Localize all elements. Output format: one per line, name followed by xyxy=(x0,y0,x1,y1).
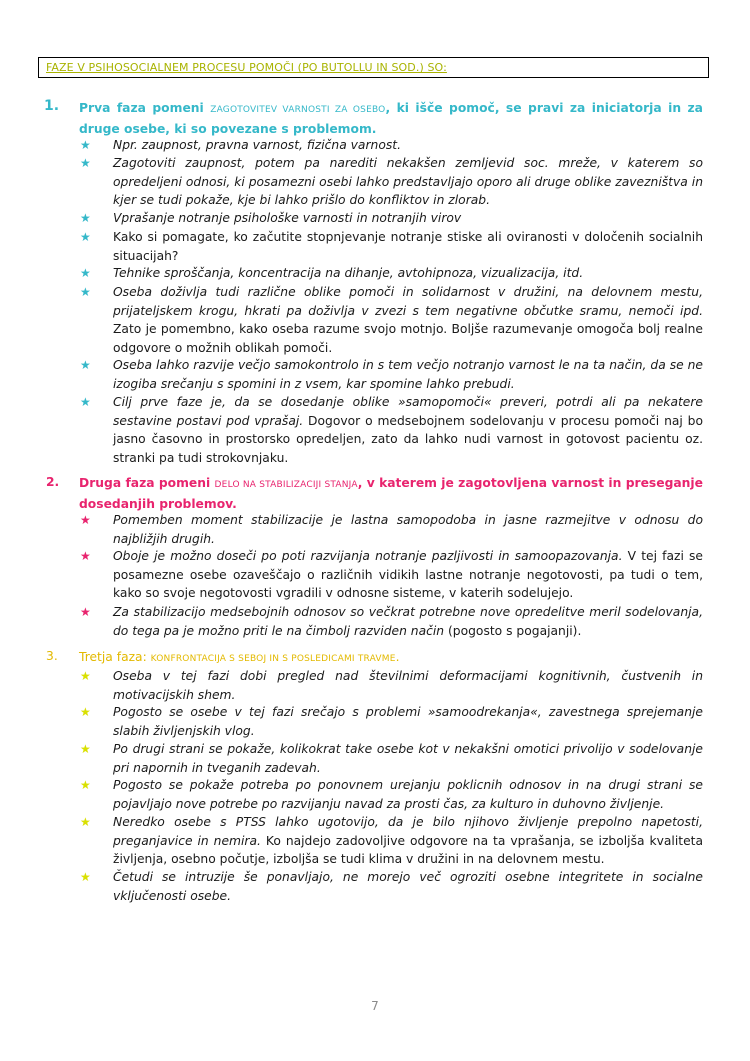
item-italic: Npr. zaupnost, pravna varnost, fizična varnost. xyxy=(113,138,401,152)
item-plain: Zato je pomembno, kako oseba razume svojo motnjo. Boljše razumevanje omogoča bolj realne odgovore o možnih oblikah pomoči. xyxy=(113,322,703,355)
list-item-text xyxy=(113,740,703,777)
item-plain: V tej fazi se posamezne osebe ozaveščajo o različnih vidikih lastne notranje negotovosti, pa tudi o tem, kako so svoje negotovosti vgradili v odnosne sisteme, v katerih sodelujejo. xyxy=(113,549,703,600)
section-3-number: 3. xyxy=(46,649,58,663)
star-bullet-icon: ★ xyxy=(80,358,91,372)
section-1-number: 1. xyxy=(44,98,60,114)
list-item-text xyxy=(113,511,703,548)
list-item-text xyxy=(113,603,703,640)
item-plain: Ko najdejo zadovoljive odgovore na ta vprašanja, se izboljša kvaliteta življenja, osebno počutje, izboljša se tudi klima v družini in na delovnem mestu. xyxy=(113,833,703,866)
list-item-text xyxy=(113,703,703,740)
item-italic: Pogosto se pokaže potreba po ponovnem urejanju poklicnih odnosov in na drugi strani se pojavljajo nove potrebe po razvijanju navad za prosti čas, za kulturo in duhovno življenje. xyxy=(113,778,703,811)
section-1-heading-caps: ZAGOTOVITEV VARNOSTI ZA OSEBO xyxy=(210,105,386,115)
star-bullet-icon: ★ xyxy=(80,778,91,792)
list-item-text xyxy=(113,228,703,265)
list-item-text xyxy=(113,209,703,228)
list-item-text xyxy=(113,776,703,813)
list-item-text xyxy=(113,283,703,357)
item-italic: Četudi se intruzije še ponavljajo, ne morejo več ogroziti osebne integritete in socialne vključenosti osebe. xyxy=(113,870,703,903)
item-italic: Pogosto se osebe v tej fazi srečajo s problemi »samoodrekanja«, zavestnega sprejemanje slabih življenjskih vlog. xyxy=(113,705,703,738)
section-1-heading xyxy=(79,99,703,138)
section-2-heading-b: , v katerem je zagotovljena varnost in preseganje dosedanjih problemov. xyxy=(79,476,703,511)
item-italic: Oseba v tej fazi dobi pregled nad številnimi deformacijami kognitivnih, čustvenih in motivacijskih shem. xyxy=(113,669,703,702)
section-2-heading-caps: DELO NA STABILIZACIJI STANJA xyxy=(214,480,358,490)
list-item-text xyxy=(113,264,703,283)
item-italic: Oseba doživlja tudi različne oblike pomoči in solidarnost v družini, na delovnem mestu, prijateljskem krogu, hkrati pa doživlja v zvezi s tem negativne občutke sramu, nemoči ipd. xyxy=(113,285,703,318)
list-item-text xyxy=(113,667,703,704)
item-plain: (pogosto s pogajanji). xyxy=(444,623,582,638)
list-item-text xyxy=(113,547,703,603)
star-bullet-icon: ★ xyxy=(80,742,91,756)
star-bullet-icon: ★ xyxy=(80,211,91,225)
star-bullet-icon: ★ xyxy=(80,138,91,152)
star-bullet-icon: ★ xyxy=(80,870,91,884)
list-item-text xyxy=(113,154,703,210)
star-bullet-icon: ★ xyxy=(80,156,91,170)
section-1-heading-a: Prva faza pomeni xyxy=(79,101,211,115)
page-number: 7 xyxy=(371,999,379,1013)
section-3-heading xyxy=(79,648,703,669)
item-italic: Vprašanje notranje psihološke varnosti in notranjih virov xyxy=(113,211,462,225)
section-3-heading-b: . xyxy=(395,650,400,664)
item-italic: Neredko osebe s PTSS lahko ugotovijo, da je bilo njihovo življenje prepolno napetosti, preganjavice in nemira. xyxy=(113,815,703,848)
page-title: FAZE V PSIHOSOCIALNEM PROCESU POMOČI (PO BUTOLLU IN SOD.) SO: xyxy=(46,61,447,74)
item-italic: Po drugi strani se pokaže, kolikokrat take osebe kot v nekakšni omotici privolijo v sodelovanje pri napornih in tveganih zadevah. xyxy=(113,742,703,775)
item-italic: Oseba lahko razvije večjo samokontrolo in s tem večjo notranjo varnost le na ta način, da se ne izogiba srečanju s spomini in z vsem, kar spomine lahko prebudi. xyxy=(113,358,703,391)
item-plain: Dogovor o medsebojnem sodelovanju v procesu pomoči naj bo jasno časovno in prostorsko opredeljen, zato da lahko nudi varnost in gotovost pacientu oz. stranki pa tudi strokovnjaku. xyxy=(113,413,703,465)
star-bullet-icon: ★ xyxy=(80,815,91,829)
section-2-heading-a: Druga faza pomeni xyxy=(79,476,215,490)
item-plain: Kako si pomagate, ko začutite stopnjevanje notranje stiske ali oviranosti v določenih socialnih situacijah? xyxy=(113,230,703,263)
star-bullet-icon: ★ xyxy=(80,705,91,719)
section-2-number: 2. xyxy=(46,475,60,489)
section-2-heading xyxy=(79,474,703,513)
item-italic: Oboje je možno doseči po poti razvijanja notranje pazljivosti in samoopazovanja. xyxy=(113,549,623,563)
list-item-text xyxy=(113,813,703,869)
section-1-heading-b: , ki išče pomoč, se pravi za iniciatorja in za druge osebe, ki so povezane s problemom. xyxy=(79,101,703,136)
item-italic: Cilj prve faze je, da se dosedanje oblike »samopomoči« preveri, potrdi ali pa nekatere sestavine postavi pod vprašaj. xyxy=(113,395,703,428)
item-italic: Za stabilizacijo medsebojnih odnosov so večkrat potrebne nove opredelitve meril sodelovanja, do tega pa je možno priti le na čimbolj razviden način xyxy=(113,605,703,638)
star-bullet-icon: ★ xyxy=(80,549,91,563)
star-bullet-icon: ★ xyxy=(80,669,91,683)
list-item-text xyxy=(113,136,703,155)
title-box xyxy=(38,57,709,78)
section-3-heading-caps: KONFRONTACIJA S SEBOJ IN S POSLEDICAMI TRAVME xyxy=(150,654,396,664)
list-item-text xyxy=(113,868,703,905)
list-item-text xyxy=(113,393,703,467)
star-bullet-icon: ★ xyxy=(80,285,91,299)
item-italic: Tehnike sproščanja, koncentracija na dihanje, avtohipnoza, vizualizacija, itd. xyxy=(113,266,584,280)
star-bullet-icon: ★ xyxy=(80,605,91,619)
star-bullet-icon: ★ xyxy=(80,266,91,280)
star-bullet-icon: ★ xyxy=(80,395,91,409)
item-italic: Zagotoviti zaupnost, potem pa narediti nekakšen zemljevid soc. mreže, v katerem so opredeljeni odnosi, ki posamezni osebi lahko predstavljajo oporo ali druge oblike zavezništva in kjer se tudi pokaže, kje bi lahko prišlo do konfliktov in zlorab. xyxy=(113,156,703,207)
section-3-heading-a: Tretja faza: xyxy=(79,650,151,664)
star-bullet-icon: ★ xyxy=(80,513,91,527)
list-item-text xyxy=(113,356,703,393)
item-italic: Pomemben moment stabilizacije je lastna samopodoba in jasne razmejitve v odnosu do najbližjih drugih. xyxy=(113,513,703,546)
star-bullet-icon: ★ xyxy=(80,230,91,244)
